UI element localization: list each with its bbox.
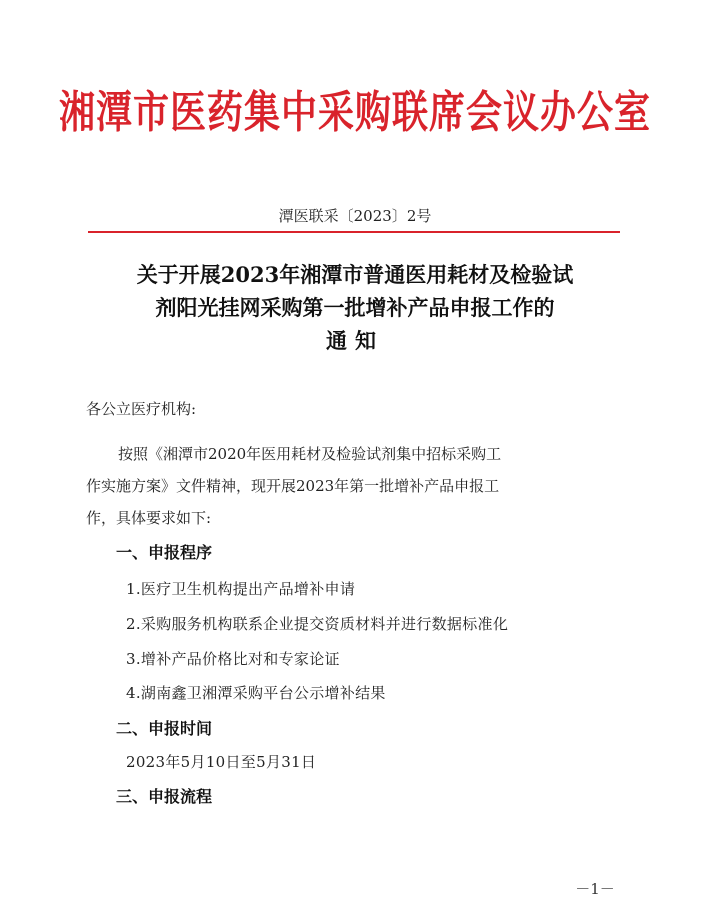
application-period: 2023年5月10日至5月31日	[126, 753, 317, 771]
red-divider-line	[88, 231, 620, 233]
intro-line: 按照《湘潭市2020年医用耗材及检验试剂集中招标采购工	[118, 445, 502, 463]
section-heading-procedure: 一、申报程序	[116, 543, 213, 562]
procedure-item: 3.增补产品价格比对和专家论证	[126, 650, 340, 668]
procedure-item: 4.湖南鑫卫湘潭采购平台公示增补结果	[126, 684, 386, 702]
notice-title	[60, 258, 650, 357]
section-heading-time: 二、申报时间	[116, 719, 213, 738]
intro-paragraph	[86, 438, 642, 534]
procedure-item: 2.采购服务机构联系企业提交资质材料并进行数据标准化	[126, 615, 509, 633]
page-number: －1－	[575, 880, 615, 898]
org-masthead: 湘潭市医药集中采购联席会议办公室	[58, 87, 651, 138]
addressee: 各公立医疗机构:	[86, 400, 197, 418]
intro-line: 作实施方案》文件精神，现开展2023年第一批增补产品申报工	[86, 477, 500, 495]
title-line-3: 通知	[326, 328, 384, 353]
document-number: 潭医联采〔2023〕2号	[278, 207, 432, 225]
procedure-item: 1.医疗卫生机构提出产品增补申请	[126, 580, 356, 598]
title-line-1: 关于开展2023年湘潭市普通医用耗材及检验试	[136, 262, 574, 287]
intro-line: 作，具体要求如下:	[86, 509, 212, 527]
title-line-2: 剂阳光挂网采购第一批增补产品申报工作的	[155, 295, 555, 320]
section-heading-process: 三、申报流程	[116, 787, 213, 806]
